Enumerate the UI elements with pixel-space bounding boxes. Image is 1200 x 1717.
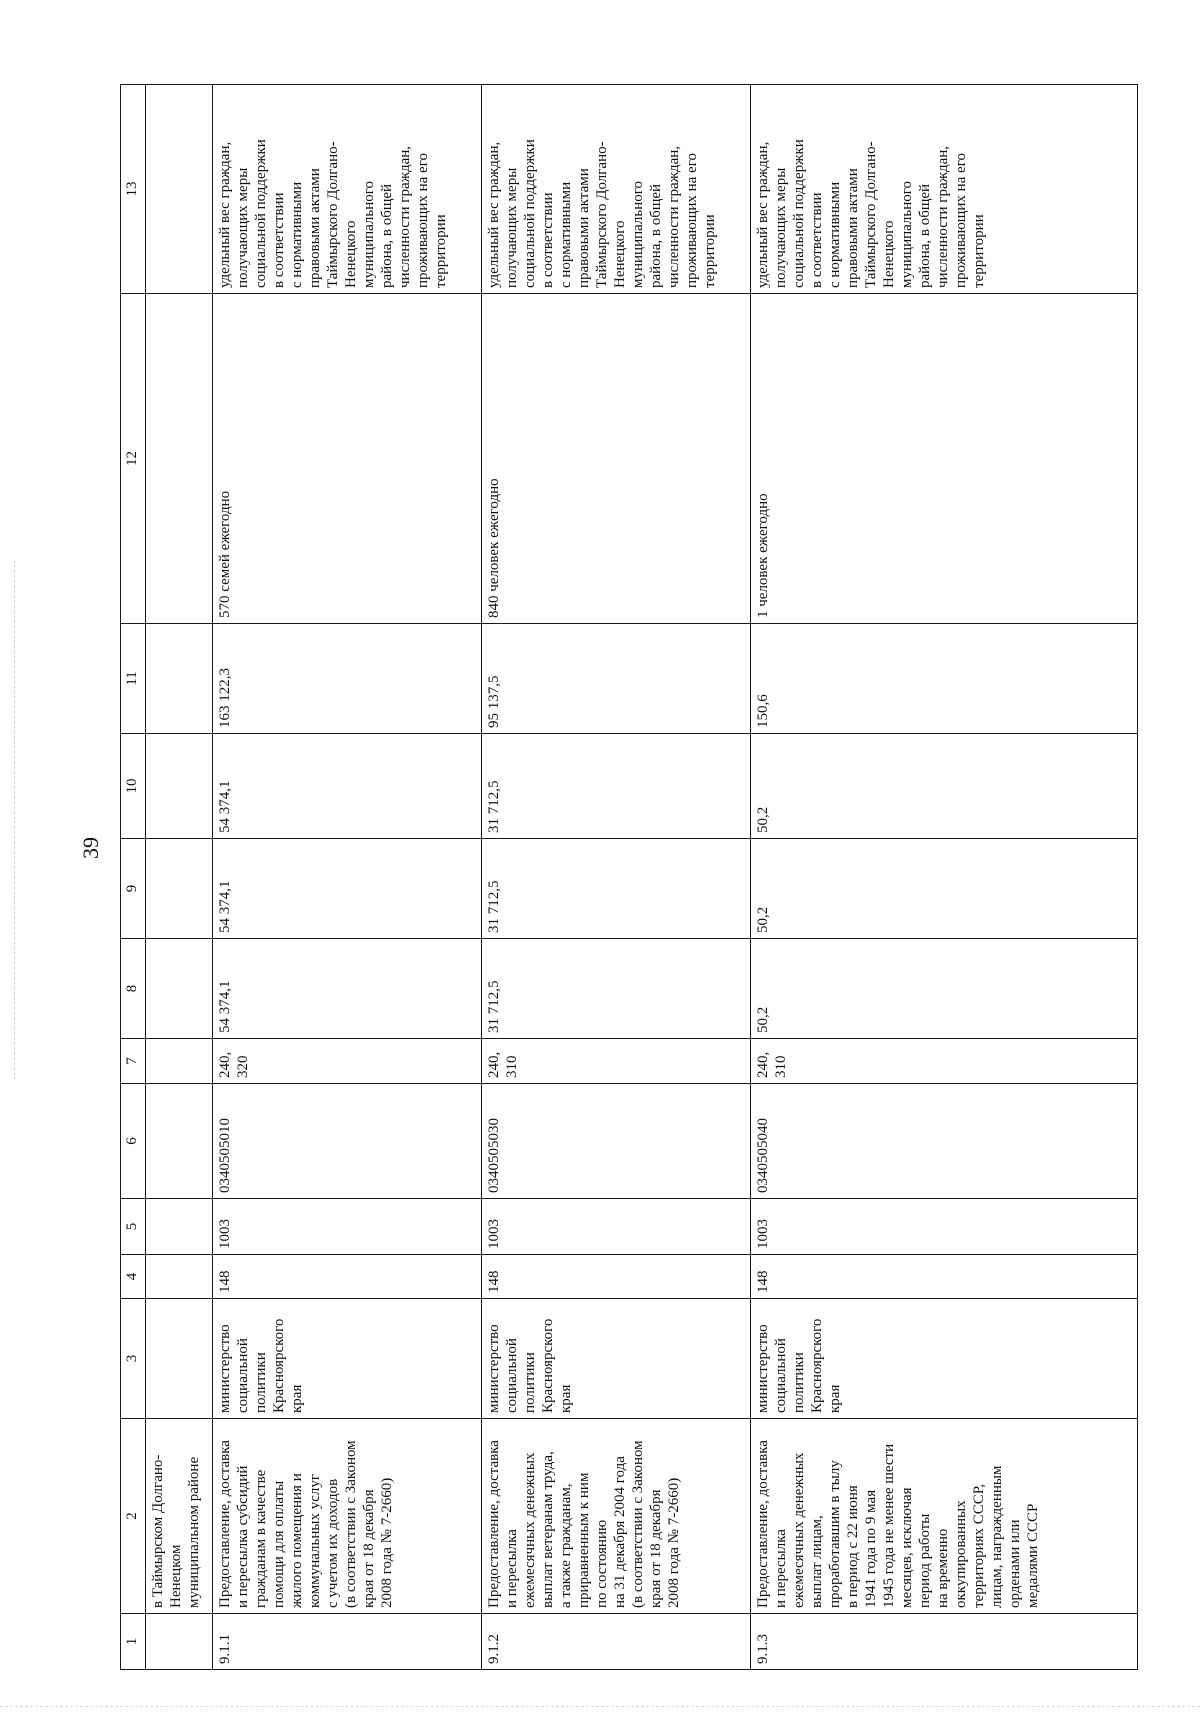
table-cell: 0340505030 [482, 1084, 751, 1199]
table-row [751, 85, 1138, 1670]
column-number-row [121, 85, 146, 1670]
table-cell: 1003 [751, 1199, 1138, 1255]
table-cell: 1 человек ежегодно [751, 294, 1138, 624]
column-number: 6 [121, 1084, 146, 1199]
table-cell: Предоставление, доставка и пересылка субсидий гражданам в качестве помощи для оплаты жилого помещения и коммунальных услуг с учетом их доходов (в соответствии с Законом края от 18 декабря 2008 года № 7-2660) [213, 1419, 482, 1614]
table-cell [146, 1084, 213, 1199]
table-cell [146, 85, 213, 294]
table-cell: 31 712,5 [482, 734, 751, 839]
column-number: 4 [121, 1255, 146, 1299]
table-cell: 0340505040 [751, 1084, 1138, 1199]
column-number: 5 [121, 1199, 146, 1255]
table-cell: 240, 310 [482, 1039, 751, 1084]
column-number: 7 [121, 1039, 146, 1084]
table-cell [146, 1039, 213, 1084]
column-number: 8 [121, 939, 146, 1039]
page-number: 39 [78, 837, 103, 859]
table-cell: 54 374,1 [213, 734, 482, 839]
table-cell: в Таймырском Долгано- Ненецком муниципальном районе [146, 1419, 213, 1614]
column-number: 12 [121, 294, 146, 624]
measures-table [120, 84, 1138, 1670]
table-cell: удельный вес граждан, получающих меры социальной поддержки в соответствии с нормативными правовыми актами Таймырского Долгано- Ненецкого муниципального района, в общей численности граждан, проживающих на его территории [213, 85, 482, 294]
table-cell [146, 1199, 213, 1255]
table-cell [146, 939, 213, 1039]
table-cell: Предоставление, доставка и пересылка ежемесячных денежных выплат ветеранам труда, а также гражданам, приравненным к ним по состоянию на 31 декабря 2004 года (в соответствии с Законом края от 18 декабря 2008 года № 7-2660) [482, 1419, 751, 1614]
table-cell: 240, 310 [751, 1039, 1138, 1084]
table-row [482, 85, 751, 1670]
table-row [213, 85, 482, 1670]
column-number: 11 [121, 624, 146, 734]
scan-edge-mark-bottom [0, 1706, 1200, 1707]
table-cell: 148 [751, 1255, 1138, 1299]
table-cell: 9.1.1 [213, 1614, 482, 1670]
column-number: 10 [121, 734, 146, 839]
column-number: 9 [121, 839, 146, 939]
table-cell: министерство социальной политики Красноярского края [751, 1299, 1138, 1419]
column-number: 3 [121, 1299, 146, 1419]
table-cell [146, 294, 213, 624]
table-cell: 0340505010 [213, 1084, 482, 1199]
table-cell: 54 374,1 [213, 939, 482, 1039]
table-cell: 95 137,5 [482, 624, 751, 734]
table-cell: 240, 320 [213, 1039, 482, 1084]
table-cell: 50,2 [751, 734, 1138, 839]
table-cell: 54 374,1 [213, 839, 482, 939]
column-number: 13 [121, 85, 146, 294]
table-cell [146, 734, 213, 839]
table-cell: 1003 [482, 1199, 751, 1255]
table-cell: удельный вес граждан, получающих меры социальной поддержки в соответствии с нормативными правовыми актами Таймырского Долгано- Ненецкого муниципального района, в общей численности граждан, проживающих на его территории [482, 85, 751, 294]
table-cell: Предоставление, доставка и пересылка ежемесячных денежных выплат лицам, проработавшим в тылу в период с 22 июня 1941 года по 9 мая 1945 года не менее шести месяцев, исключая период работы на временно оккупированных территориях СССР, лицам, награжденным орденами или медалями СССР [751, 1419, 1138, 1614]
table-cell: удельный вес граждан, получающих меры социальной поддержки в соответствии с нормативными правовыми актами Таймырского Долгано- Ненецкого муниципального района, в общей численности граждан, проживающих на его территории [751, 85, 1138, 294]
table-cell [146, 1255, 213, 1299]
column-number: 1 [121, 1614, 146, 1670]
table-cell: 840 человек ежегодно [482, 294, 751, 624]
table-cell [146, 1614, 213, 1670]
table-cell: 148 [213, 1255, 482, 1299]
table-cell: 9.1.2 [482, 1614, 751, 1670]
table-cell: 50,2 [751, 939, 1138, 1039]
table-cell [146, 839, 213, 939]
table-cell: министерство социальной политики Красноярского края [213, 1299, 482, 1419]
table-cell: 31 712,5 [482, 839, 751, 939]
column-number: 2 [121, 1419, 146, 1614]
table-cell: 31 712,5 [482, 939, 751, 1039]
rotated-table-container [120, 85, 1170, 1670]
table-cell: 150,6 [751, 624, 1138, 734]
table-cell: 163 122,3 [213, 624, 482, 734]
table-cell: 148 [482, 1255, 751, 1299]
table-cell: 1003 [213, 1199, 482, 1255]
table-cell: министерство социальной политики Красноярского края [482, 1299, 751, 1419]
table-cell: 9.1.3 [751, 1614, 1138, 1670]
continuation-row [146, 85, 213, 1670]
table-cell [146, 624, 213, 734]
scan-edge-mark [14, 560, 15, 1080]
table-cell: 50,2 [751, 839, 1138, 939]
table-cell [146, 1299, 213, 1419]
table-cell: 570 семей ежегодно [213, 294, 482, 624]
